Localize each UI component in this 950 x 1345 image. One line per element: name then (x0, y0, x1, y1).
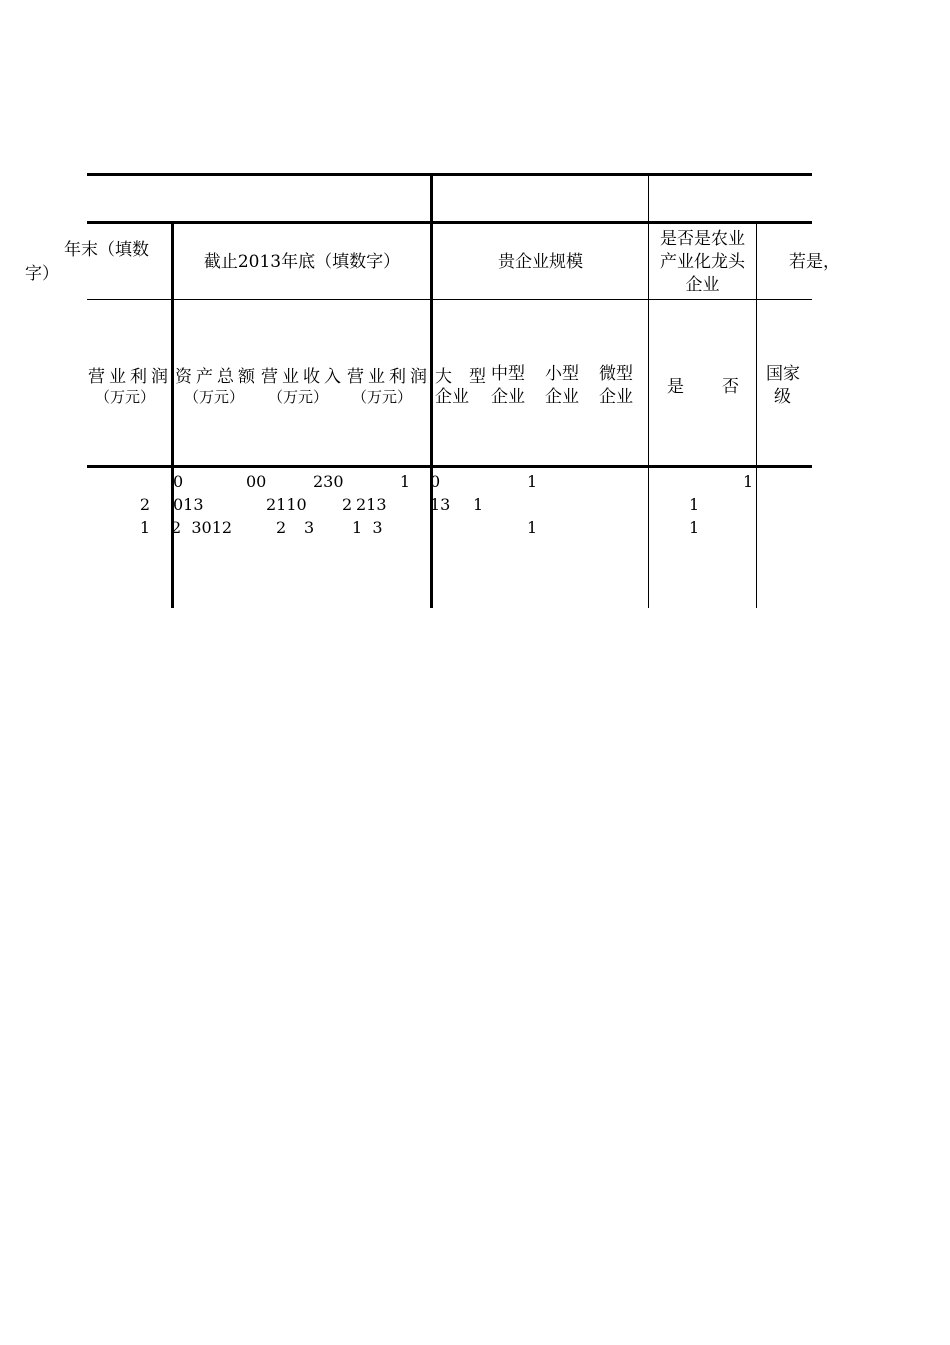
cell-assets: 2 3012 (171, 518, 233, 537)
subheader-profit-prev: 营业利润 (88, 367, 172, 387)
subheader-large-1: 大 型 (435, 367, 486, 387)
subheader-large-2: 企业 (435, 387, 469, 407)
subheader-medium-1: 中型 (491, 364, 525, 384)
subheader-national-2: 级 (774, 387, 791, 407)
rule-header-2 (87, 221, 812, 224)
subheader-revenue: 营业收入 (261, 367, 345, 387)
cell-profit: 1 (399, 472, 410, 491)
rule-col-ifyes (756, 223, 757, 608)
subheader-revenue-unit: （万元） (267, 388, 328, 406)
cell-profit-prev: 1 (139, 518, 150, 537)
cell-profit-prev: 2 (139, 495, 150, 514)
cell-large-2: 1 (473, 495, 484, 514)
subheader-assets-unit: （万元） (183, 388, 244, 406)
header-year-end: 年末（填数 (64, 240, 149, 260)
cell-revenue: 2 (276, 518, 287, 537)
rule-col-scale (430, 175, 433, 608)
cell-revenue: 00 (246, 472, 267, 491)
subheader-profit-prev-unit: （万元） (94, 388, 155, 406)
rule-top (87, 173, 812, 176)
cell-large: 13 (430, 495, 451, 514)
cell-no: 1 (743, 472, 754, 491)
cell-revenue-2: 2 (342, 495, 353, 514)
cell-revenue-2: 230 (313, 472, 344, 491)
cell-assets: 013 (173, 495, 204, 514)
rule-body-top (87, 465, 812, 468)
subheader-yes: 是 (667, 377, 684, 397)
rule-header-3 (87, 299, 812, 300)
header-leading-2: 产业化龙头 (660, 252, 745, 272)
subheader-assets: 资产总额 (175, 367, 259, 387)
subheader-national-1: 国家 (766, 364, 800, 384)
cell-medium: 1 (527, 518, 538, 537)
cell-revenue-2: 3 (304, 518, 315, 537)
cell-revenue: 2110 (266, 495, 307, 514)
cell-large: 0 (430, 472, 441, 491)
cell-profit: 1 3 (352, 518, 383, 537)
subheader-micro-2: 企业 (599, 387, 633, 407)
header-leading-1: 是否是农业 (660, 229, 745, 249)
header-if-yes: 若是， (789, 252, 840, 272)
header-year-end-cont: 字） (25, 264, 59, 284)
cell-assets: 0 (173, 472, 184, 491)
header-leading-3: 企业 (685, 275, 720, 295)
header-scale: 贵企业规模 (498, 252, 583, 272)
subheader-profit: 营业利润 (347, 367, 431, 387)
subheader-micro-1: 微型 (599, 364, 633, 384)
subheader-no: 否 (722, 377, 739, 397)
subheader-small-1: 小型 (545, 364, 579, 384)
cell-profit: 213 (356, 495, 387, 514)
subheader-profit-unit: （万元） (351, 388, 412, 406)
rule-col-assets (171, 223, 174, 608)
subheader-small-2: 企业 (545, 387, 579, 407)
header-by-2013: 截止2013年底（填数字） (203, 252, 401, 272)
cell-yes: 1 (689, 495, 700, 514)
cell-medium: 1 (527, 472, 538, 491)
cell-yes: 1 (689, 518, 700, 537)
subheader-medium-2: 企业 (491, 387, 525, 407)
